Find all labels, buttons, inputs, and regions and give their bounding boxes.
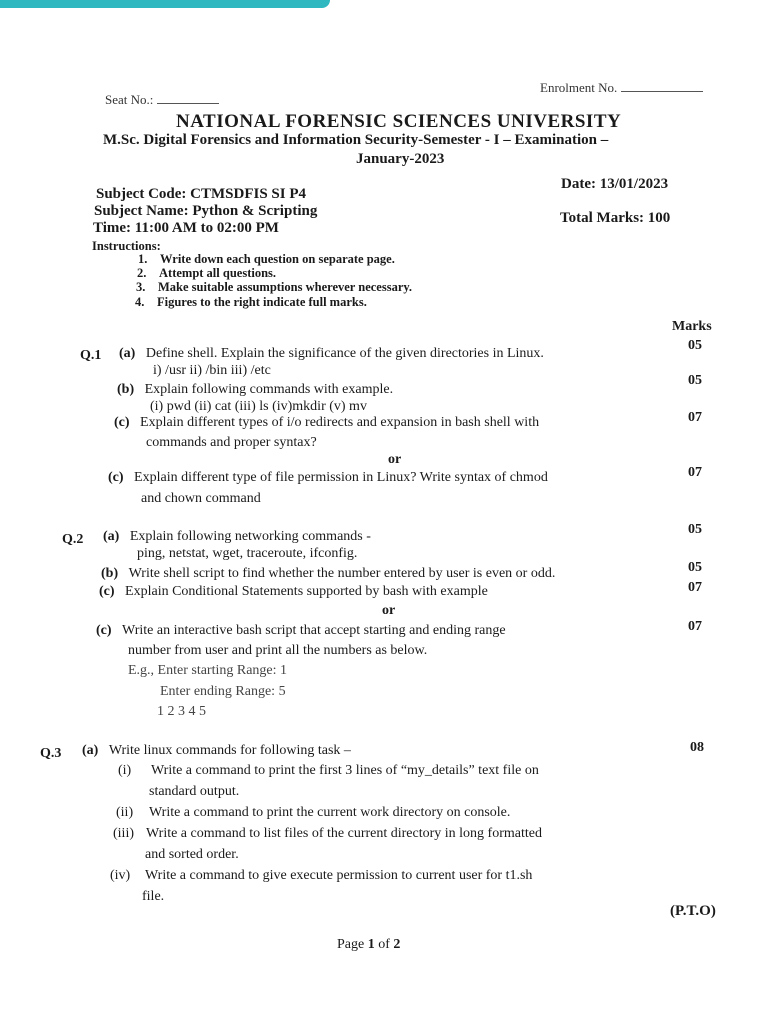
seat-label: Seat No.: <box>105 92 154 107</box>
q3-item-iii-line1: (iii) Write a command to list files of the current directory in long formatted <box>113 826 542 841</box>
q3-a-marks: 08 <box>690 740 704 755</box>
total-marks: Total Marks: 100 <box>560 210 671 226</box>
subject-code: Subject Code: CTMSDFIS SI P4 <box>96 186 307 202</box>
q1-b-marks: 05 <box>688 373 702 388</box>
exam-session: January-2023 <box>356 151 445 167</box>
instruction-item: 1. Write down each question on separate page. <box>138 252 395 266</box>
instruction-item: 2. Attempt all questions. <box>137 266 277 280</box>
q2-c-line1: (c) Explain Conditional Statements supported by bash with example <box>99 584 488 599</box>
q3-item-i-line1: (i) Write a command to print the first 3 lines of “my_details” text file on <box>118 763 539 778</box>
q2-c-alt-example1: E.g., Enter starting Range: 1 <box>128 663 288 678</box>
instruction-item: 4. Figures to the right indicate full marks. <box>135 295 367 309</box>
q1-c-alt-marks: 07 <box>688 465 702 480</box>
q2-or: or <box>382 603 396 618</box>
q1-a-line2: i) /usr ii) /bin iii) /etc <box>153 363 271 378</box>
page-number: Page 1 of 2 <box>337 937 401 952</box>
seat-field <box>105 92 219 108</box>
scan-edge-strip <box>0 0 330 8</box>
q1-c-line1: (c) Explain different types of i/o redirects and expansion in bash shell with <box>114 415 540 430</box>
marks-heading: Marks <box>672 319 712 334</box>
q2-b-line1: (b) Write shell script to find whether the number entered by user is even or odd. <box>101 566 556 581</box>
q2-a-line1: (a) Explain following networking commands - <box>103 529 371 544</box>
enrolment-field <box>540 80 703 96</box>
enrolment-blank <box>621 81 703 92</box>
q2-c-marks: 07 <box>688 580 702 595</box>
university-title: NATIONAL FORENSIC SCIENCES UNIVERSITY <box>176 111 622 132</box>
q3-item-ii-line1: (ii) Write a command to print the current work directory on console. <box>116 805 511 820</box>
q2-c-alt-line2: number from user and print all the numbers as below. <box>128 643 428 658</box>
q2-c-alt-example3: 1 2 3 4 5 <box>157 704 206 719</box>
subject-name: Subject Name: Python & Scripting <box>94 203 318 219</box>
seat-blank <box>157 93 219 104</box>
q1-or: or <box>388 452 402 467</box>
q1-c-line2: commands and proper syntax? <box>146 435 317 450</box>
instructions-heading: Instructions: <box>92 239 161 253</box>
q1-b-line1: (b) Explain following commands with example. <box>117 382 394 397</box>
q2-c-alt-marks: 07 <box>688 619 702 634</box>
q2-a-marks: 05 <box>688 522 702 537</box>
q2-c-alt-example2: Enter ending Range: 5 <box>160 684 286 699</box>
q3-item-iv-line2: file. <box>142 889 165 904</box>
q3-item-iii-line2: and sorted order. <box>145 847 239 862</box>
q1-label: Q.1 <box>80 348 102 363</box>
q3-label: Q.3 <box>40 746 62 761</box>
q1-a-line1: (a) Define shell. Explain the significance of the given directories in Linux. <box>119 346 544 361</box>
q3-item-iv-line1: (iv) Write a command to give execute permission to current user for t1.sh <box>110 868 533 883</box>
q1-b-line2: (i) pwd (ii) cat (iii) ls (iv)mkdir (v) mv <box>150 399 367 414</box>
exam-date: Date: 13/01/2023 <box>561 176 669 192</box>
q2-label: Q.2 <box>62 532 84 547</box>
q1-a-marks: 05 <box>688 338 702 353</box>
q1-c-alt-line2: and chown command <box>141 491 261 506</box>
enrolment-label: Enrolment No. <box>540 80 618 95</box>
q2-b-marks: 05 <box>688 560 702 575</box>
q1-c-alt-line1: (c) Explain different type of file permission in Linux? Write syntax of chmod <box>108 470 548 485</box>
q3-a-line1: (a) Write linux commands for following task – <box>82 743 351 758</box>
q3-item-i-line2: standard output. <box>149 784 240 799</box>
pto-label: (P.T.O) <box>670 903 716 919</box>
q1-c-marks: 07 <box>688 410 702 425</box>
exam-time: Time: 11:00 AM to 02:00 PM <box>93 220 279 236</box>
q2-c-alt-line1: (c) Write an interactive bash script that accept starting and ending range <box>96 623 506 638</box>
instruction-item: 3. Make suitable assumptions wherever necessary. <box>136 280 413 294</box>
program-line: M.Sc. Digital Forensics and Information Security-Semester - I – Examination – <box>103 132 609 148</box>
q2-a-line2: ping, netstat, wget, traceroute, ifconfig. <box>137 546 358 561</box>
